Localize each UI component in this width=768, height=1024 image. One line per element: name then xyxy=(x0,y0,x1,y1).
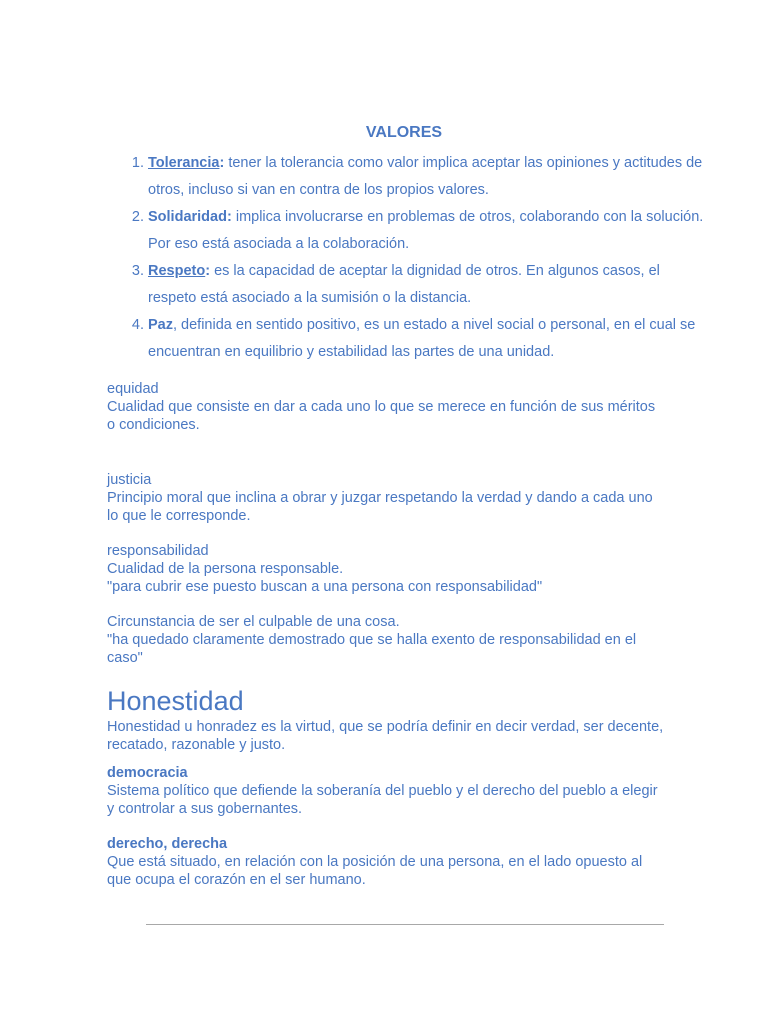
responsabilidad-section-2 xyxy=(107,613,667,667)
term-derecho: derecho, derecha xyxy=(107,836,228,852)
page-title: VALORES xyxy=(365,124,443,141)
definition-solidaridad: implica involucrarse en problemas de otros, colaborando con la solución. Por eso está asociada a la colaboración. xyxy=(148,209,704,252)
equidad-section xyxy=(107,380,667,434)
term-paz: Paz xyxy=(148,317,173,333)
values-list xyxy=(108,150,708,366)
list-item xyxy=(148,312,708,366)
honestidad-heading: Honestidad xyxy=(107,686,244,716)
footer-divider xyxy=(146,924,664,925)
list-item: 1. Tolerancia: tener la tolerancia como valor implica aceptar las opiniones y actitudes de otros, incluso si van en contra de los propios valores. xyxy=(148,150,708,204)
definition-responsabilidad-2: Circunstancia de ser el culpable de una cosa. xyxy=(107,614,400,630)
definition-equidad: Cualidad que consiste en dar a cada uno lo que se merece en función de sus méritos o condiciones. xyxy=(107,399,656,433)
term-respeto: Respeto xyxy=(148,263,206,279)
term-tolerancia: Tolerancia xyxy=(148,155,220,171)
example-responsabilidad-1: "para cubrir ese puesto buscan a una persona con responsabilidad" xyxy=(107,579,543,595)
term-justicia: justicia xyxy=(107,472,152,488)
example-responsabilidad-2: "ha quedado claramente demostrado que se halla exento de responsabilidad en el caso" xyxy=(107,632,637,666)
definition-honestidad: Honestidad u honradez es la virtud, que se podría definir en decir verdad, ser decente, recatado, razonable y justo. xyxy=(107,719,664,753)
list-item: 3. Respeto: es la capacidad de aceptar la dignidad de otros. En algunos casos, el respeto está asociado a la sumisión o la distancia. xyxy=(148,258,708,312)
term-responsabilidad: responsabilidad xyxy=(107,543,209,559)
definition-justicia: Principio moral que inclina a obrar y juzgar respetando la verdad y dando a cada uno lo que le corresponde. xyxy=(107,490,653,524)
definition-paz: , definida en sentido positivo, es un estado a nivel social o personal, en el cual se encuentran en equilibrio y estabilidad las partes de una unidad. xyxy=(148,317,696,360)
definition-democracia: Sistema político que defiende la soberanía del pueblo y el derecho del pueblo a elegir y controlar a sus gobernantes. xyxy=(107,783,658,817)
justicia-section xyxy=(107,471,667,525)
term-equidad: equidad xyxy=(107,381,159,397)
list-item: 2. Solidaridad: implica involucrarse en problemas de otros, colaborando con la solución. Por eso está asociada a la colaboración. xyxy=(148,204,708,258)
definition-derecho: Que está situado, en relación con la posición de una persona, en el lado opuesto al que ocupa el corazón en el ser humano. xyxy=(107,854,643,888)
definition-responsabilidad-1: Cualidad de la persona responsable. xyxy=(107,561,344,577)
term-solidaridad: Solidaridad xyxy=(148,209,227,225)
democracia-section xyxy=(107,764,667,818)
definition-tolerancia: tener la tolerancia como valor implica aceptar las opiniones y actitudes de otros, incluso si van en contra de los propios valores. xyxy=(148,155,703,198)
derecho-section xyxy=(107,835,667,889)
term-democracia: democracia xyxy=(107,765,188,781)
responsabilidad-section xyxy=(107,542,667,596)
definition-respeto: es la capacidad de aceptar la dignidad de otros. En algunos casos, el respeto está asociado a la sumisión o la distancia. xyxy=(148,263,660,306)
